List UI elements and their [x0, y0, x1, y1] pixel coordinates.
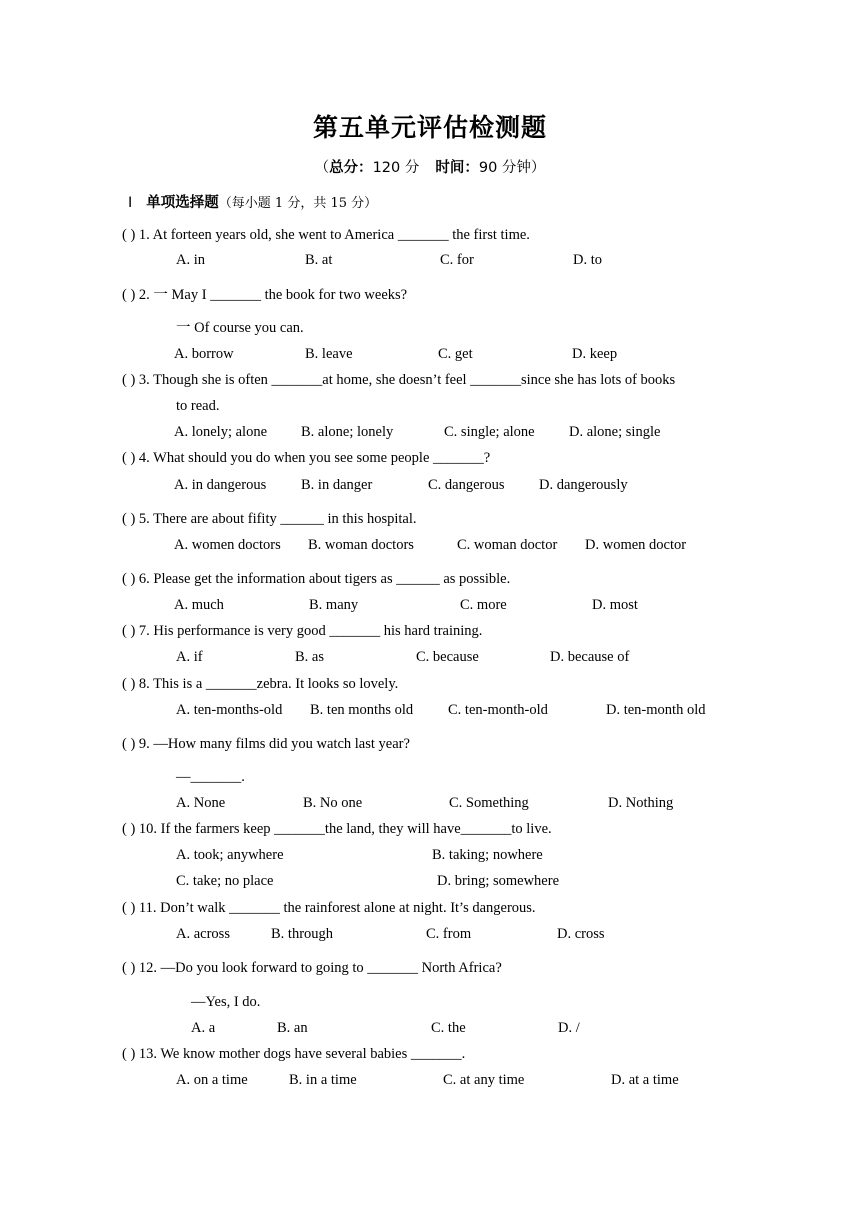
question-9-option-a: A. None — [176, 795, 226, 811]
question-9-option-b: B. No one — [303, 795, 363, 811]
question-11-option-b: B. through — [271, 926, 334, 942]
question-6-option-d: D. most — [592, 597, 638, 613]
question-11-option-c: C. from — [426, 926, 472, 942]
question-4-option-a: A. in dangerous — [174, 477, 267, 493]
section-title: 单项选择题 — [146, 195, 219, 211]
question-2-answer-line: 一 Of course you can. — [176, 320, 304, 336]
question-10-stem: ( ) 10. If the farmers keep _______the land, they will have_______to live. — [122, 821, 552, 837]
question-4-stem: ( ) 4. What should you do when you see some people _______? — [122, 450, 491, 466]
question-3-option-a: A. lonely; alone — [174, 424, 268, 440]
question-1-option-c: C. for — [440, 252, 474, 268]
question-8-stem: ( ) 8. This is a _______zebra. It looks so lovely. — [122, 676, 399, 692]
question-6-stem: ( ) 6. Please get the information about tigers as ______ as possible. — [122, 571, 511, 587]
question-2-stem: ( ) 2. 一 May I _______ the book for two weeks? — [122, 287, 408, 303]
question-7-option-c: C. because — [416, 649, 479, 665]
question-11-option-a: A. across — [176, 926, 230, 942]
subtitle-close-paren: ） — [530, 160, 546, 176]
question-9-stem: ( ) 9. —How many films did you watch last year? — [122, 736, 410, 752]
time-label: 时间： — [435, 160, 479, 176]
question-5-option-b: B. woman doctors — [308, 537, 414, 553]
question-12-option-d: D. / — [558, 1020, 580, 1036]
question-12-option-b: B. an — [277, 1020, 308, 1036]
question-10-option-a: A. took; anywhere — [176, 847, 284, 863]
question-8-option-a: A. ten-months-old — [176, 702, 283, 718]
question-7-option-a: A. if — [176, 649, 203, 665]
question-8-option-d: D. ten-month old — [606, 702, 706, 718]
question-10-option-b: B. taking; nowhere — [432, 847, 543, 863]
question-5-option-d: D. women doctor — [585, 537, 687, 553]
question-5-stem: ( ) 5. There are about fifity ______ in this hospital. — [122, 511, 417, 527]
question-13-stem: ( ) 13. We know mother dogs have several babies _______. — [122, 1046, 466, 1062]
question-10-option-d: D. bring; somewhere — [437, 873, 560, 889]
question-10-option-c: C. take; no place — [176, 873, 274, 889]
score-time-info — [0, 156, 860, 177]
question-5-option-a: A. women doctors — [174, 537, 281, 553]
question-3-stem-continued: to read. — [176, 398, 220, 414]
question-3-option-d: D. alone; single — [569, 424, 661, 440]
question-1-option-b: B. at — [305, 252, 333, 268]
question-2-option-a: A. borrow — [174, 346, 234, 362]
question-3-stem: ( ) 3. Though she is often _______at home, she doesn’t feel _______since she has lots of books — [122, 372, 676, 388]
question-12-answer-line: —Yes, I do. — [191, 994, 261, 1010]
question-11-option-d: D. cross — [557, 926, 605, 942]
question-2-option-b: B. leave — [305, 346, 353, 362]
question-4-option-b: B. in danger — [301, 477, 373, 493]
question-5-option-c: C. woman doctor — [457, 537, 558, 553]
question-13-option-a: A. on a time — [176, 1072, 248, 1088]
question-2-option-d: D. keep — [572, 346, 618, 362]
question-12-stem: ( ) 12. —Do you look forward to going to _______ North Africa? — [122, 960, 502, 976]
question-2-option-c: C. get — [438, 346, 473, 362]
question-1-stem: ( ) 1. At forteen years old, she went to America _______ the first time. — [122, 227, 530, 243]
question-8-option-c: C. ten-month-old — [448, 702, 548, 718]
question-1-option-d: D. to — [573, 252, 602, 268]
subtitle-open-paren: （ — [314, 160, 330, 176]
question-7-stem: ( ) 7. His performance is very good _______ his hard training. — [122, 623, 483, 639]
question-8-option-b: B. ten months old — [310, 702, 414, 718]
question-4-option-c: C. dangerous — [428, 477, 505, 493]
question-6-option-a: A. much — [174, 597, 224, 613]
time-value: 90 分钟 — [478, 160, 531, 176]
question-9-answer-line: —_______. — [176, 769, 245, 785]
question-6-option-b: B. many — [309, 597, 359, 613]
question-9-option-c: C. Something — [449, 795, 529, 811]
section-heading — [128, 191, 377, 212]
total-score-label: 总分： — [329, 160, 373, 176]
page-title: 第五单元评估检测题 — [312, 113, 547, 142]
question-9-option-d: D. Nothing — [608, 795, 674, 811]
question-13-option-c: C. at any time — [443, 1072, 525, 1088]
section-number: Ⅰ — [128, 195, 133, 211]
question-3-option-b: B. alone; lonely — [301, 424, 394, 440]
question-12-option-a: A. a — [191, 1020, 216, 1036]
question-1-option-a: A. in — [176, 252, 205, 268]
total-score-value: 120 分 — [372, 160, 420, 176]
question-12-option-c: C. the — [431, 1020, 466, 1036]
question-6-option-c: C. more — [460, 597, 507, 613]
question-13-option-b: B. in a time — [289, 1072, 357, 1088]
section-note: （每小题 1 分，共 15 分） — [218, 196, 378, 211]
question-7-option-b: B. as — [295, 649, 324, 665]
question-3-option-c: C. single; alone — [444, 424, 535, 440]
question-13-option-d: D. at a time — [611, 1072, 679, 1088]
question-11-stem: ( ) 11. Don’t walk _______ the rainforest alone at night. It’s dangerous. — [122, 900, 536, 916]
question-4-option-d: D. dangerously — [539, 477, 628, 493]
question-7-option-d: D. because of — [550, 649, 630, 665]
